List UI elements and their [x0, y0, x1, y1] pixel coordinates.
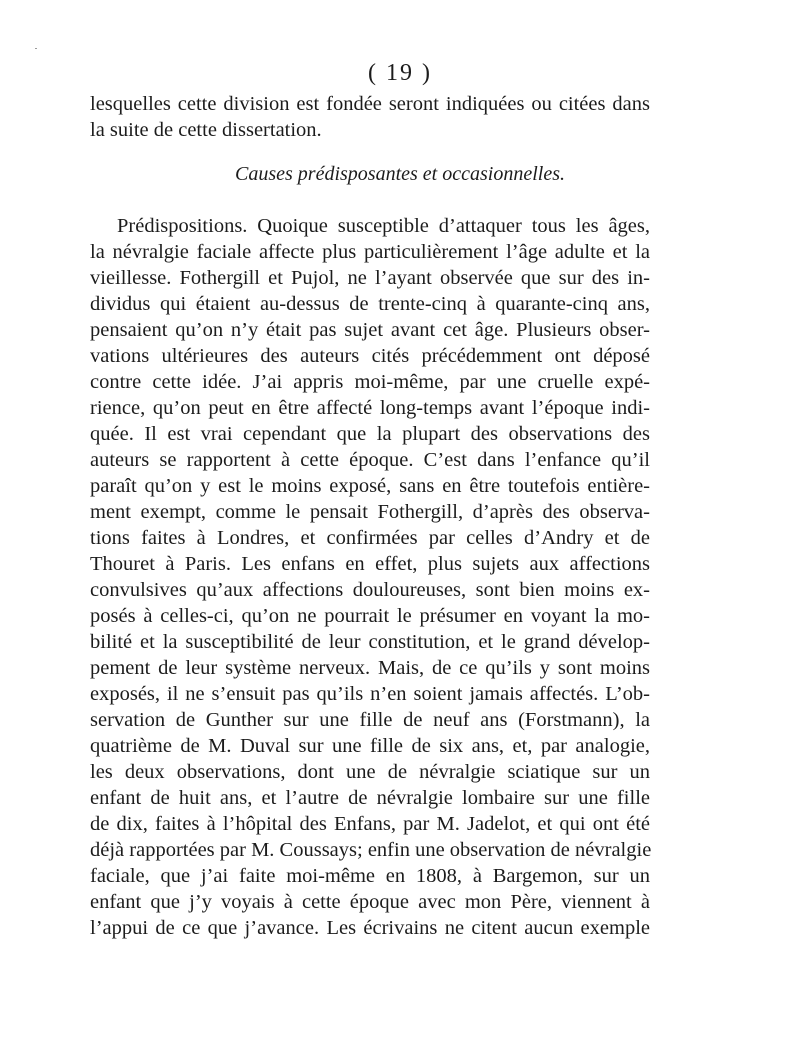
text-line: vations ultérieures des auteurs cités précédemment ont déposé — [90, 345, 650, 367]
text-line: faciale, que j’ai faite moi-même en 1808, à Bargemon, sur un — [90, 865, 650, 887]
text-line: Thouret à Paris. Les enfans en effet, plus sujets aux affections — [90, 553, 650, 575]
text-line: pensaient qu’on n’y était pas sujet avant cet âge. Plusieurs obser- — [90, 319, 650, 341]
text-line: ment exempt, comme le pensait Fothergill, d’après des observa- — [90, 501, 650, 523]
scan-smudge — [35, 48, 37, 49]
text-line: contre cette idée. J’ai appris moi-même, par une cruelle expé- — [90, 371, 650, 393]
text-line: tions faites à Londres, et confirmées par celles d’Andry et de — [90, 527, 650, 549]
text-line: dividus qui étaient au-dessus de trente-cinq à quarante-cinq ans, — [90, 293, 650, 315]
text-line: convulsives qu’aux affections douloureuses, sont bien moins ex- — [90, 579, 650, 601]
text-line: posés à celles-ci, qu’on ne pourrait le présumer en voyant la mo- — [90, 605, 650, 627]
text-line: bilité et la susceptibilité de leur constitution, et le grand dévelop- — [90, 631, 650, 653]
text-line: les deux observations, dont une de névralgie sciatique sur un — [90, 761, 650, 783]
text-line: enfant de huit ans, et l’autre de névralgie lombaire sur une fille — [90, 787, 650, 809]
text-line: exposés, il ne s’ensuit pas qu’ils n’en soient jamais affectés. L’ob- — [90, 683, 650, 705]
text-line: servation de Gunther sur une fille de neuf ans (Forstmann), la — [90, 709, 650, 731]
text-line: vieillesse. Fothergill et Pujol, ne l’ayant observée que sur des in- — [90, 267, 650, 289]
text-line: la névralgie faciale affecte plus particulièrement l’âge adulte et la — [90, 241, 650, 263]
page-number: ( 19 ) — [368, 60, 432, 86]
text-line: rience, qu’on peut en être affecté long-temps avant l’époque indi- — [90, 397, 650, 419]
text-line: déjà rapportées par M. Coussays; enfin une observation de névralgie — [90, 839, 652, 861]
text-line: l’appui de ce que j’avance. Les écrivains ne citent aucun exemple — [90, 917, 650, 939]
text-line: la suite de cette dissertation. — [90, 119, 322, 141]
text-line: enfant que j’y voyais à cette époque avec mon Père, viennent à — [90, 891, 650, 913]
section-heading: Causes prédisposantes et occasionnelles. — [235, 163, 565, 185]
text-line: quée. Il est vrai cependant que la plupart des observations des — [90, 423, 650, 445]
text-line: de dix, faites à l’hôpital des Enfans, par M. Jadelot, et qui ont été — [90, 813, 650, 835]
text-line: paraît qu’on y est le moins exposé, sans en être toutefois entière- — [90, 475, 650, 497]
text-line: lesquelles cette division est fondée seront indiquées ou citées dans — [90, 93, 650, 115]
text-line: pement de leur système nerveux. Mais, de ce qu’ils y sont moins — [90, 657, 650, 679]
text-line: Prédispositions. Quoique susceptible d’attaquer tous les âges, — [117, 215, 650, 237]
text-line: auteurs se rapportent à cette époque. C’est dans l’enfance qu’il — [90, 449, 650, 471]
text-line: quatrième de M. Duval sur une fille de six ans, et, par analogie, — [90, 735, 650, 757]
